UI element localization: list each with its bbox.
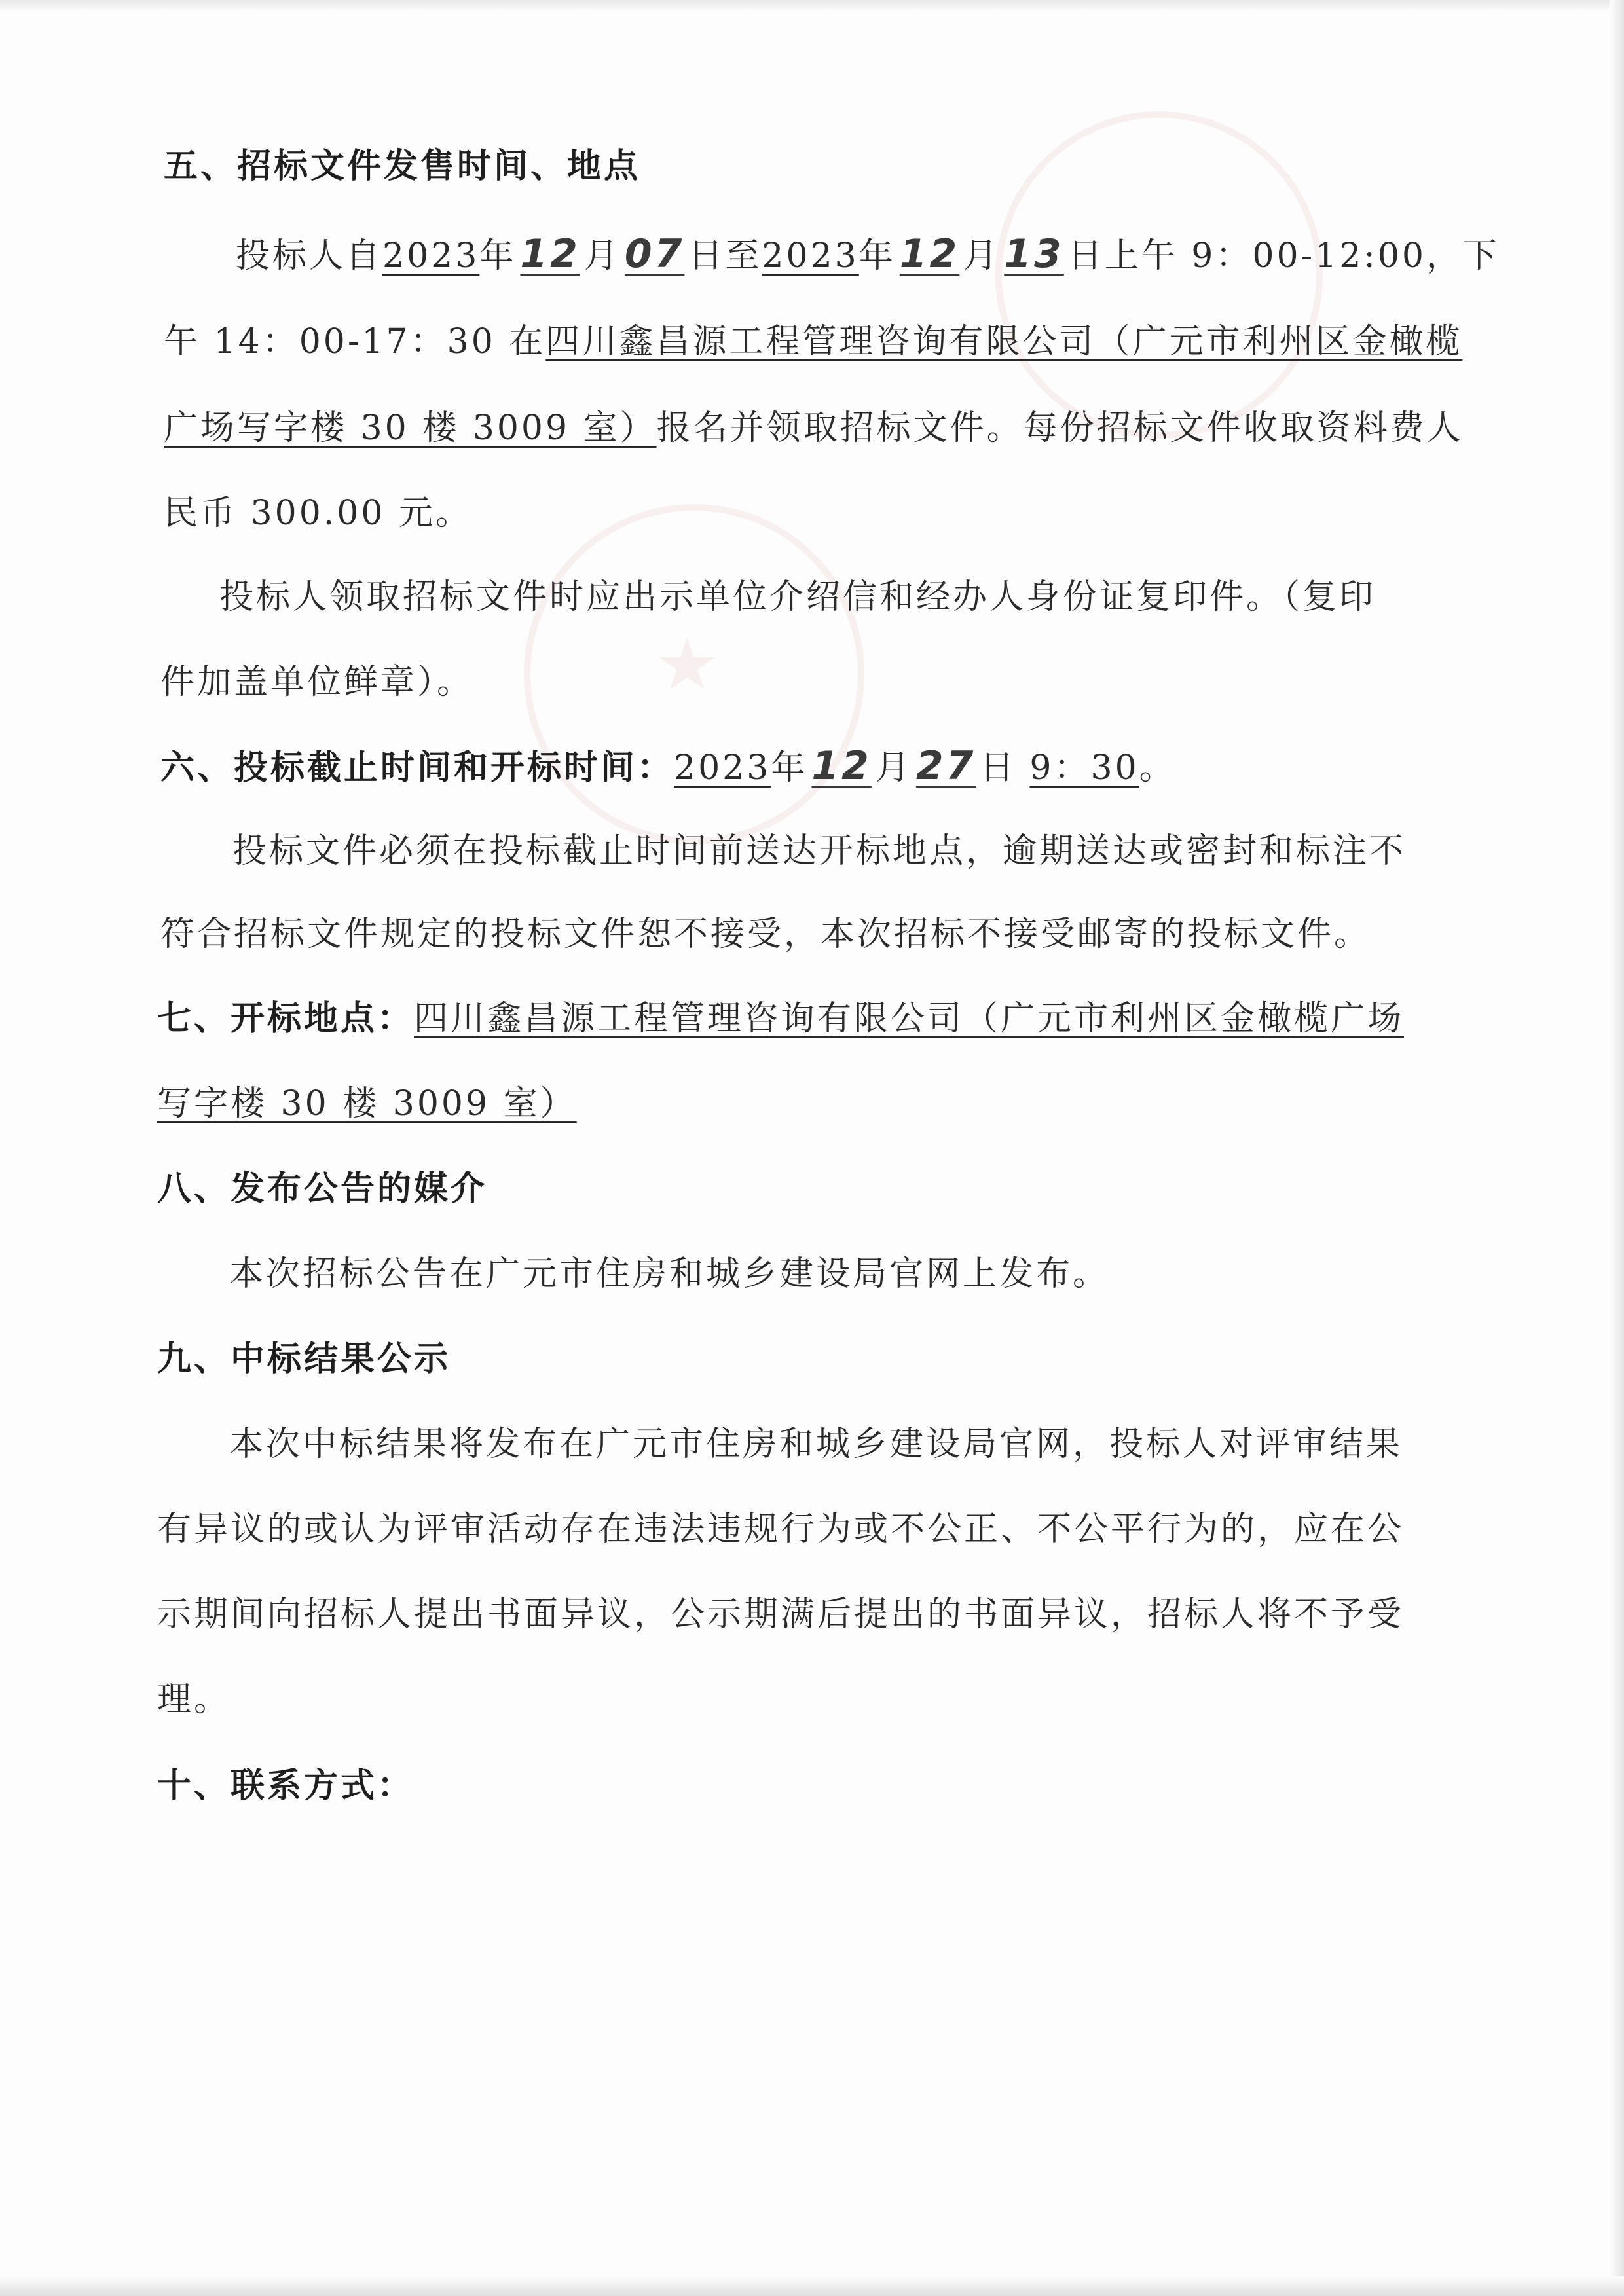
result-notice-line-1: 本次中标结果将发布在广元市住房和城乡建设局官网，投标人对评审结果: [229, 1425, 1403, 1464]
documents-required-line-1: 投标人领取招标文件时应出示单位介绍信和经办人身份证复印件。（复印: [219, 577, 1376, 617]
sale-start-year: 2023: [382, 236, 480, 276]
sale-venue-part-1: 四川鑫昌源工程管理咨询有限公司（广元市利州区金橄榄: [545, 322, 1463, 361]
sale-period-line-1: [236, 233, 1500, 277]
handwritten-deadline-day: 27: [915, 743, 976, 789]
opening-venue-line-1: 四川鑫昌源工程管理咨询有限公司（广元市利州区金橄榄广场: [414, 999, 1405, 1038]
section-5-heading: 五、招标文件发售时间、地点: [164, 147, 641, 186]
month-unit: 月: [963, 236, 1001, 276]
scan-edge-bottom: [0, 2276, 1624, 2296]
day-unit: 日: [980, 748, 1017, 788]
deadline-year: 2023: [674, 748, 771, 788]
media-statement: 本次招标公告在广元市住房和城乡建设局官网上发布。: [229, 1254, 1110, 1294]
sale-period-line-3: [164, 407, 1464, 449]
submission-rule-line-1: 投标文件必须在投标截止时间前送达开标地点，逾期送达或密封和标注不: [232, 831, 1407, 871]
sale-venue-part-2: 广场写字楼 30 楼 3009 室）: [164, 409, 657, 448]
section-6-line: [160, 745, 1176, 789]
section-8-heading: 八、发布公告的媒介: [157, 1169, 488, 1209]
month-unit: 月: [875, 748, 912, 788]
month-unit: 月: [583, 236, 621, 276]
year-unit: 年: [479, 236, 517, 276]
result-notice-line-4: 理。: [157, 1680, 231, 1719]
result-notice-line-2: 有异议的或认为评审活动存在违法违规行为或不公正、不公平行为的，应在公: [157, 1510, 1405, 1549]
sale-afternoon-hours: 午 14：00-17：30 在: [164, 322, 546, 361]
section-6-heading: 六、投标截止时间和开标时间：: [160, 748, 674, 788]
result-notice-line-3: 示期间向招标人提出书面异议，公示期满后提出的书面异议，招标人将不予受: [157, 1595, 1405, 1634]
documents-required-line-2: 件加盖单位鲜章）。: [160, 663, 474, 702]
deadline-end-mark: 。: [1139, 748, 1176, 788]
submission-rule-line-2: 符合招标文件规定的投标文件恕不接受，本次招标不接受邮寄的投标文件。: [160, 915, 1371, 954]
opening-venue-line-2-wrap: [157, 1083, 577, 1125]
section-9-heading: 九、中标结果公示: [157, 1339, 451, 1379]
scan-edge-top: [0, 0, 1624, 12]
sale-fee-text: 报名并领取招标文件。每份招标文件收取资料费人: [656, 409, 1464, 448]
handwritten-end-month: 12: [899, 231, 960, 277]
sale-prefix: 投标人自: [236, 236, 383, 276]
sale-period-line-2: [164, 321, 1462, 363]
handwritten-end-day: 13: [1004, 231, 1064, 277]
sale-hours: 日上午 9：00-12:00，下: [1067, 236, 1500, 276]
section-7-heading: 七、开标地点：: [157, 999, 415, 1038]
year-unit: 年: [858, 236, 896, 276]
year-unit: 年: [771, 748, 808, 788]
sale-fee-amount: 民币 300.00 元。: [164, 494, 473, 533]
deadline-time: 9：30: [1029, 748, 1139, 788]
opening-venue-line-2: 写字楼 30 楼 3009 室）: [157, 1084, 577, 1123]
day-unit-to: 日至: [688, 236, 762, 276]
scan-edge-right: [1610, 0, 1624, 2296]
section-7-line: [157, 998, 1404, 1040]
section-10-heading: 十、联系方式：: [157, 1766, 415, 1806]
seal-star-mark: ★: [655, 623, 720, 706]
handwritten-start-day: 07: [624, 231, 685, 277]
handwritten-deadline-month: 12: [811, 743, 872, 789]
handwritten-start-month: 12: [520, 231, 580, 277]
sale-end-year: 2023: [762, 236, 859, 276]
